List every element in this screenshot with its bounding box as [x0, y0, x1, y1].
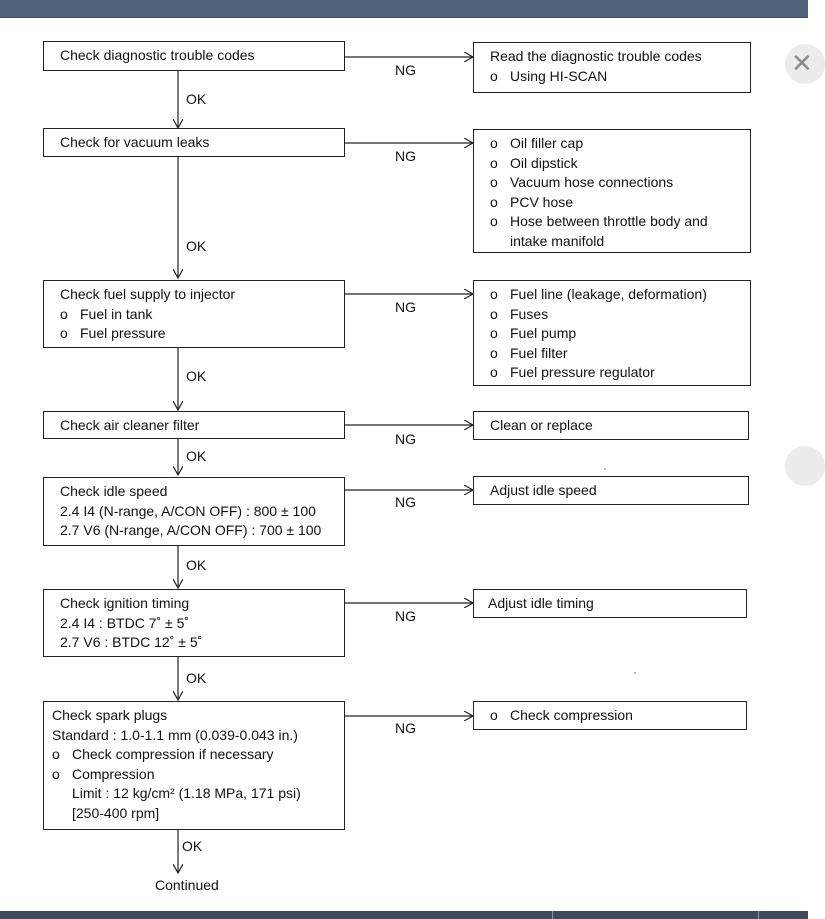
- step-detail: Check compression if necessary: [72, 746, 274, 762]
- ok-label: OK: [186, 368, 207, 384]
- close-icon: ✕: [791, 48, 813, 78]
- action-item: Fuel pressure regulator: [510, 364, 655, 380]
- step-title: Check air cleaner filter: [60, 417, 200, 433]
- close-button[interactable]: [785, 44, 825, 84]
- speck: [604, 468, 606, 470]
- bullet: o: [490, 305, 498, 322]
- bullet: o: [60, 305, 68, 322]
- action-item: Fuel filter: [510, 344, 568, 361]
- step-box-fuel-supply: [43, 280, 345, 348]
- action-box-read-codes: [473, 42, 751, 93]
- bullet: o: [490, 707, 498, 723]
- bullet: o: [490, 325, 498, 341]
- ok-label: OK: [186, 91, 207, 107]
- step-box-idle-speed: [43, 477, 345, 546]
- step-title: Check ignition timing: [60, 595, 190, 611]
- step-box-spark-plugs: [43, 701, 345, 830]
- action-box-check-compression: [473, 701, 747, 730]
- step-detail: Standard : 1.0-1.1 mm (0.039-0.043 in.): [52, 726, 298, 743]
- step-title: Check idle speed: [60, 483, 168, 499]
- step-detail: 2.4 I4 : BTDC 7˚ ± 5˚: [60, 614, 190, 631]
- action-box-clean-replace: [473, 411, 749, 440]
- bullet: o: [490, 154, 498, 171]
- action-title: Adjust idle timing: [488, 595, 594, 611]
- action-item: intake manifold: [510, 232, 605, 249]
- bullet: o: [52, 746, 60, 762]
- ng-label: NG: [395, 494, 416, 510]
- step-detail: 2.7 V6 : BTDC 12˚ ± 5˚: [60, 634, 203, 650]
- action-item: Hose between throttle body and: [510, 213, 708, 229]
- bullet: o: [490, 174, 498, 190]
- step-box-ignition-timing: [43, 589, 345, 657]
- action-box-fuel-check-points: [473, 280, 751, 386]
- action-item: Oil filler cap: [510, 135, 584, 151]
- bullet: o: [490, 213, 498, 229]
- step-title: Check spark plugs: [52, 707, 168, 723]
- bullet: o: [490, 364, 498, 380]
- step-detail: Fuel in tank: [80, 305, 153, 322]
- ng-label: NG: [395, 720, 416, 736]
- ng-label: NG: [395, 62, 416, 78]
- action-item: PCV hose: [510, 193, 574, 210]
- action-item: Fuel line (leakage, deformation): [510, 286, 707, 302]
- bottom-bar-divider: [552, 911, 553, 919]
- ok-label: OK: [186, 238, 207, 254]
- action-item: Oil dipstick: [510, 154, 578, 171]
- speck: [634, 672, 636, 674]
- bullet: o: [490, 193, 498, 210]
- bottom-bar-divider: [758, 911, 759, 919]
- action-box-adjust-idle-timing: [473, 589, 747, 618]
- action-box-vacuum-check-points: [473, 129, 751, 253]
- action-item: Fuses: [510, 305, 549, 322]
- bullet: o: [60, 325, 68, 341]
- step-title: Check for vacuum leaks: [60, 134, 210, 150]
- action-item: Check compression: [510, 707, 633, 723]
- action-title: Adjust idle speed: [490, 482, 597, 498]
- ng-label: NG: [395, 608, 416, 624]
- action-box-adjust-idle-speed: [473, 476, 749, 505]
- action-detail: Using HI-SCAN: [510, 67, 608, 84]
- side-overlay-button[interactable]: [785, 446, 825, 486]
- step-detail: [250-400 rpm]: [72, 804, 160, 821]
- ok-label: OK: [182, 838, 203, 854]
- step-title: Check fuel supply to injector: [60, 286, 236, 302]
- bottom-bar: [0, 911, 808, 919]
- ng-label: NG: [395, 431, 416, 447]
- step-title: Check diagnostic trouble codes: [60, 47, 255, 63]
- action-item: Vacuum hose connections: [510, 174, 674, 190]
- step-detail: Limit : 12 kg/cm² (1.18 MPa, 171 psi): [72, 785, 301, 801]
- bullet: o: [490, 286, 498, 302]
- bullet: o: [490, 344, 498, 361]
- ng-label: NG: [395, 148, 416, 164]
- step-detail: 2.7 V6 (N-range, A/CON OFF) : 700 ± 100: [60, 522, 322, 538]
- continued-label: Continued: [155, 877, 219, 893]
- step-box-diagnostic-codes: [43, 41, 345, 71]
- bullet: o: [52, 765, 60, 782]
- action-item: Fuel pump: [510, 325, 577, 341]
- step-detail: Compression: [72, 765, 155, 782]
- action-title: Read the diagnostic trouble codes: [490, 48, 702, 64]
- step-detail: 2.4 I4 (N-range, A/CON OFF) : 800 ± 100: [60, 502, 316, 519]
- step-detail: Fuel pressure: [80, 325, 166, 341]
- ok-label: OK: [186, 448, 207, 464]
- ok-label: OK: [186, 557, 207, 573]
- bullet: o: [490, 135, 498, 151]
- bullet: o: [490, 67, 498, 84]
- ng-label: NG: [395, 299, 416, 315]
- ok-label: OK: [186, 670, 207, 686]
- step-box-vacuum-leaks: [43, 128, 345, 157]
- action-title: Clean or replace: [490, 417, 593, 433]
- step-box-air-cleaner: [43, 411, 345, 439]
